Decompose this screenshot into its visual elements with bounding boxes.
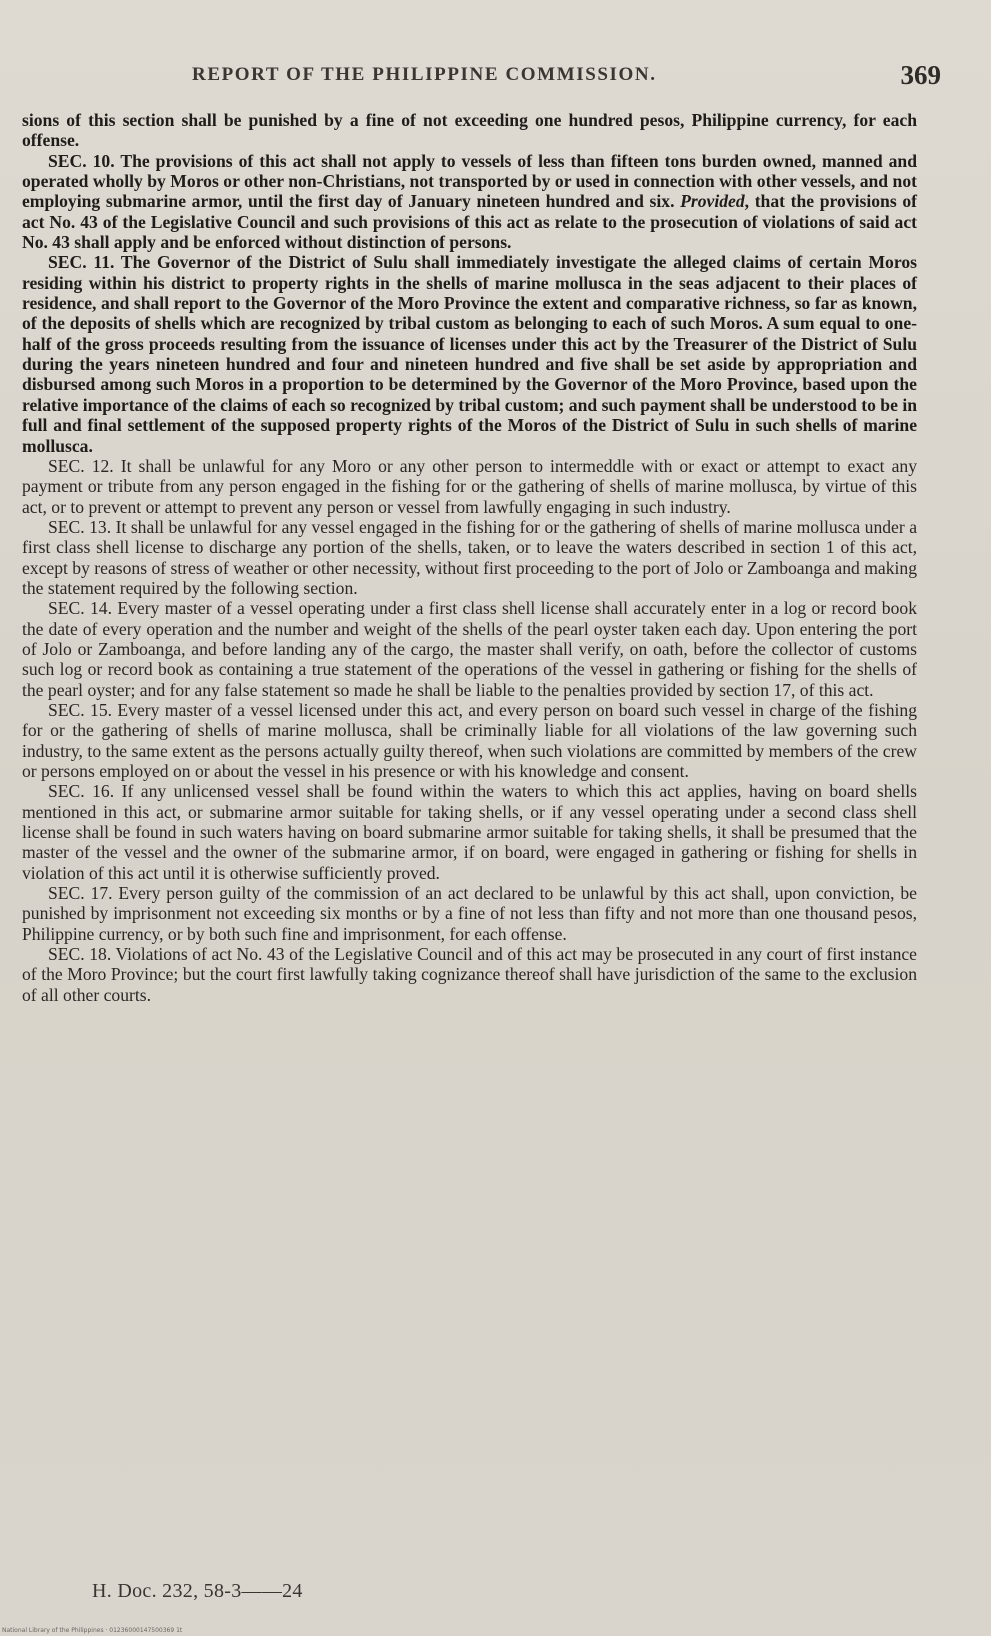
page-header xyxy=(22,60,941,96)
page-number: 369 xyxy=(900,60,941,90)
document-reference: H. Doc. 232, 58-3——24 xyxy=(92,1580,303,1602)
section-13: SEC. 13. It shall be unlawful for any vessel engaged in the fishing for or the gathering of shells of marine mollusca under a first class shell license to discharge any portion of the shells, taken, or to leave the waters described in section 1 of this act, except by reasons of stress of weather or other necessity, without first proceeding to the port of Jolo or Zamboanga and making the statement required by the following section. xyxy=(22,516,917,598)
section-11: SEC. 11. The Governor of the District of Sulu shall immediately investigate the alleged claims of certain Moros residing within his district to property rights in the shells of marine mollusca in the seas adjacent to their places of residence, and shall report to the Governor of the Moro Province the extent and comparative richness, so far as known, of the deposits of shells which are recognized by tribal custom as belonging to each of such Moros. A sum equal to one-half of the gross proceeds resulting from the issuance of licenses under this act by the Treasurer of the District of Sulu during the years nineteen hundred and four and nineteen hundred and five shall be set aside by appropriation and disbursed among such Moros in a proportion to be determined by the Governor of the Moro Province, based upon the relative importance of the claims of each so recognized by tribal custom; and such payment shall be understood to be in full and final settlement of the supposed property rights of the Moros of the District of Sulu in such shells of marine mollusca. xyxy=(22,252,917,456)
section-10-text-cont: , that the provisions of act No. 43 of the Legislative Council and such provisions of this act as relate to the prosecution of violations of said act No. 43 shall apply and be enforced without distinction of persons. xyxy=(22,191,917,253)
section-14: SEC. 14. Every master of a vessel operating under a first class shell license shall accurately enter in a log or record book the date of every operation and the number and weight of the shells of the pearl oyster taken each day. Upon entering the port of Jolo or Zamboanga, and before landing any of the cargo, the master shall verify, on oath, before the collector of customs such log or record book as containing a true statement of the operations of the vessel in gathering or fishing for the shells of the pearl oyster; and for any false statement so made he shall be liable to the penalties provided by section 17, of this act. xyxy=(22,598,917,700)
paragraph-continuation: sions of this section shall be punished by a fine of not exceeding one hundred pesos, Philippine currency, for each offense. xyxy=(22,110,917,151)
section-17: SEC. 17. Every person guilty of the commission of an act declared to be unlawful by this act shall, upon conviction, be punished by imprisonment not exceeding six months or by a fine of not less than fifty and not more than one thousand pesos, Philippine currency, or by both such fine and imprisonment, for each offense. xyxy=(22,883,917,944)
section-10 xyxy=(22,151,917,253)
section-16: SEC. 16. If any unlicensed vessel shall be found within the waters to which this act applies, having on board shells mentioned in this act, or submarine armor suitable for taking shells, or if any vessel operating under a second class shell license shall be found in such waters having on board submarine armor suitable for taking shells, it shall be presumed that the master of the vessel and the owner of the submarine armor, if on board, were engaged in gathering or fishing for shells in violation of this act until it is otherwise sufficiently proved. xyxy=(22,781,917,883)
section-15: SEC. 15. Every master of a vessel licensed under this act, and every person on board such vessel in charge of the fishing for or the gathering of shells of marine mollusca, shall be criminally liable for all violations of the law governing such industry, to the same extent as the persons actually guilty thereof, when such violations are committed by members of the crew or persons employed on or about the vessel in his presence or with his knowledge and consent. xyxy=(22,699,917,781)
running-title: REPORT OF THE PHILIPPINE COMMISSION. xyxy=(192,64,657,85)
section-12: SEC. 12. It shall be unlawful for any Moro or any other person to intermeddle with or exact or attempt to exact any payment or tribute from any person engaged in the fishing for or the gathering of shells of marine mollusca, by virtue of this act, or to prevent or attempt to prevent any person or vessel from lawfully engaging in such industry. xyxy=(22,455,917,517)
section-10-proviso: Provided xyxy=(680,191,745,212)
library-watermark: National Library of the Philippines · 01236000147500369 1t xyxy=(2,1627,183,1634)
body-text xyxy=(22,110,917,1005)
section-18: SEC. 18. Violations of act No. 43 of the Legislative Council and of this act may be prosecuted in any court of first instance of the Moro Province; but the court first lawfully taking cognizance thereof shall have jurisdiction of the same to the exclusion of all other courts. xyxy=(22,944,917,1005)
section-10-text: SEC. 10. The provisions of this act shall not apply to vessels of less than fifteen tons burden owned, manned and operated wholly by Moros or other non-Christians, not transported by or used in connection with other vessels, and not employing submarine armor, until the first day of January nineteen hundred and six. xyxy=(22,150,917,212)
